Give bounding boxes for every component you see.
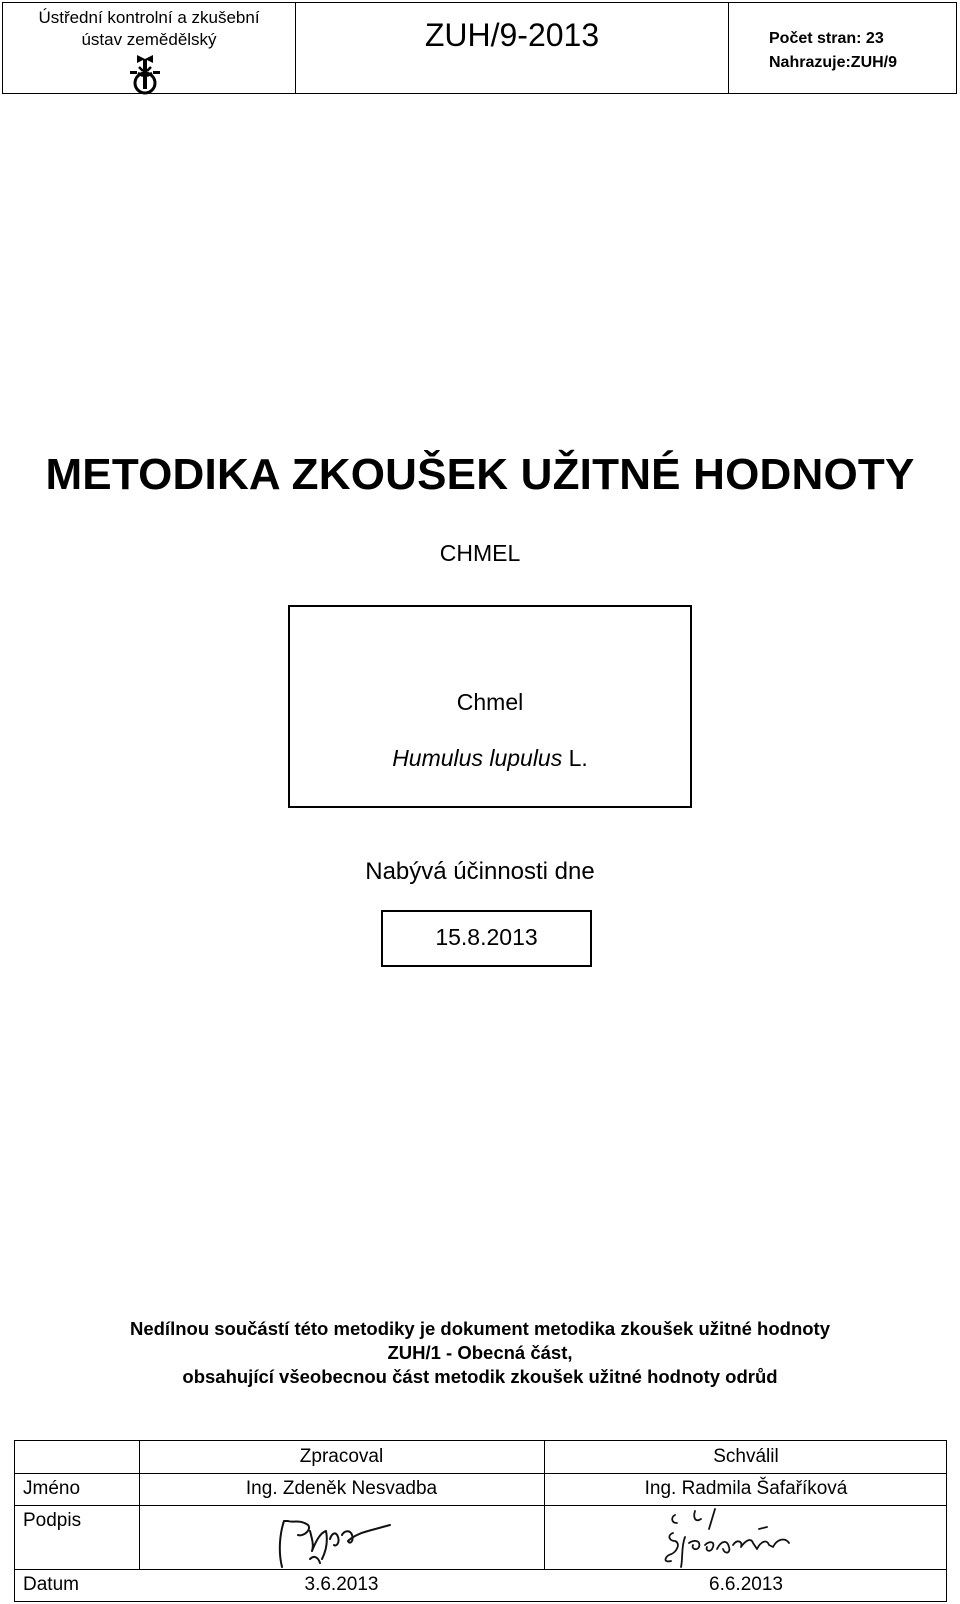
institution-line-2: ústav zemědělský [81, 30, 217, 49]
table-divider [15, 1569, 946, 1570]
latin-name-author: L. [562, 745, 588, 771]
header-code-cell [296, 3, 729, 93]
row-label-signature: Podpis [23, 1510, 82, 1531]
effective-date-label: Nabývá účinnosti dne [365, 858, 595, 885]
document-header [2, 2, 957, 94]
latin-name [290, 745, 690, 772]
document-title: METODIKA ZKOUŠEK UŽITNÉ HODNOTY [45, 450, 915, 499]
header-approved: Schválil [713, 1446, 779, 1467]
page-count: Počet stran: 23 [769, 30, 884, 47]
institution-logo [127, 53, 163, 95]
document-subtitle: CHMEL [439, 540, 521, 566]
table-divider [15, 1505, 946, 1506]
document-code: ZUH/9-2013 [424, 17, 600, 53]
effective-date: 15.8.2013 [435, 924, 538, 950]
header-info [769, 27, 897, 75]
header-institution-cell [3, 3, 296, 93]
row-label-date: Datum [23, 1574, 79, 1595]
prepared-date: 3.6.2013 [304, 1574, 379, 1595]
note-line-2: ZUH/1 - Obecná část, [387, 1342, 573, 1363]
signature-prepared [270, 1511, 400, 1569]
signature-approved [655, 1507, 805, 1571]
note-line-1: Nedílnou součástí této metodiky je dokument metodika zkoušek užitné hodnoty [129, 1318, 830, 1339]
note-paragraph [0, 1317, 960, 1389]
approved-date: 6.6.2013 [709, 1574, 783, 1595]
crop-name: Chmel [456, 689, 524, 715]
replaces-code: Nahrazuje:ZUH/9 [769, 54, 898, 71]
prepared-by-name: Ing. Zdeněk Nesvadba [245, 1478, 438, 1499]
latin-name-italic: Humulus lupulus [392, 745, 563, 771]
approval-table [14, 1440, 947, 1602]
crop-box [288, 605, 692, 808]
header-prepared: Zpracoval [299, 1446, 384, 1467]
row-label-name: Jméno [23, 1478, 81, 1499]
institution-line-1: Ústřední kontrolní a zkušební [38, 8, 260, 27]
header-info-cell [729, 3, 956, 93]
effective-date-box [381, 910, 592, 967]
approved-by-name: Ing. Radmila Šafaříková [644, 1478, 848, 1499]
institution-name [3, 7, 295, 51]
table-divider [15, 1473, 946, 1474]
note-line-3: obsahující všeobecnou část metodik zkoušek užitné hodnoty odrůd [182, 1366, 778, 1387]
